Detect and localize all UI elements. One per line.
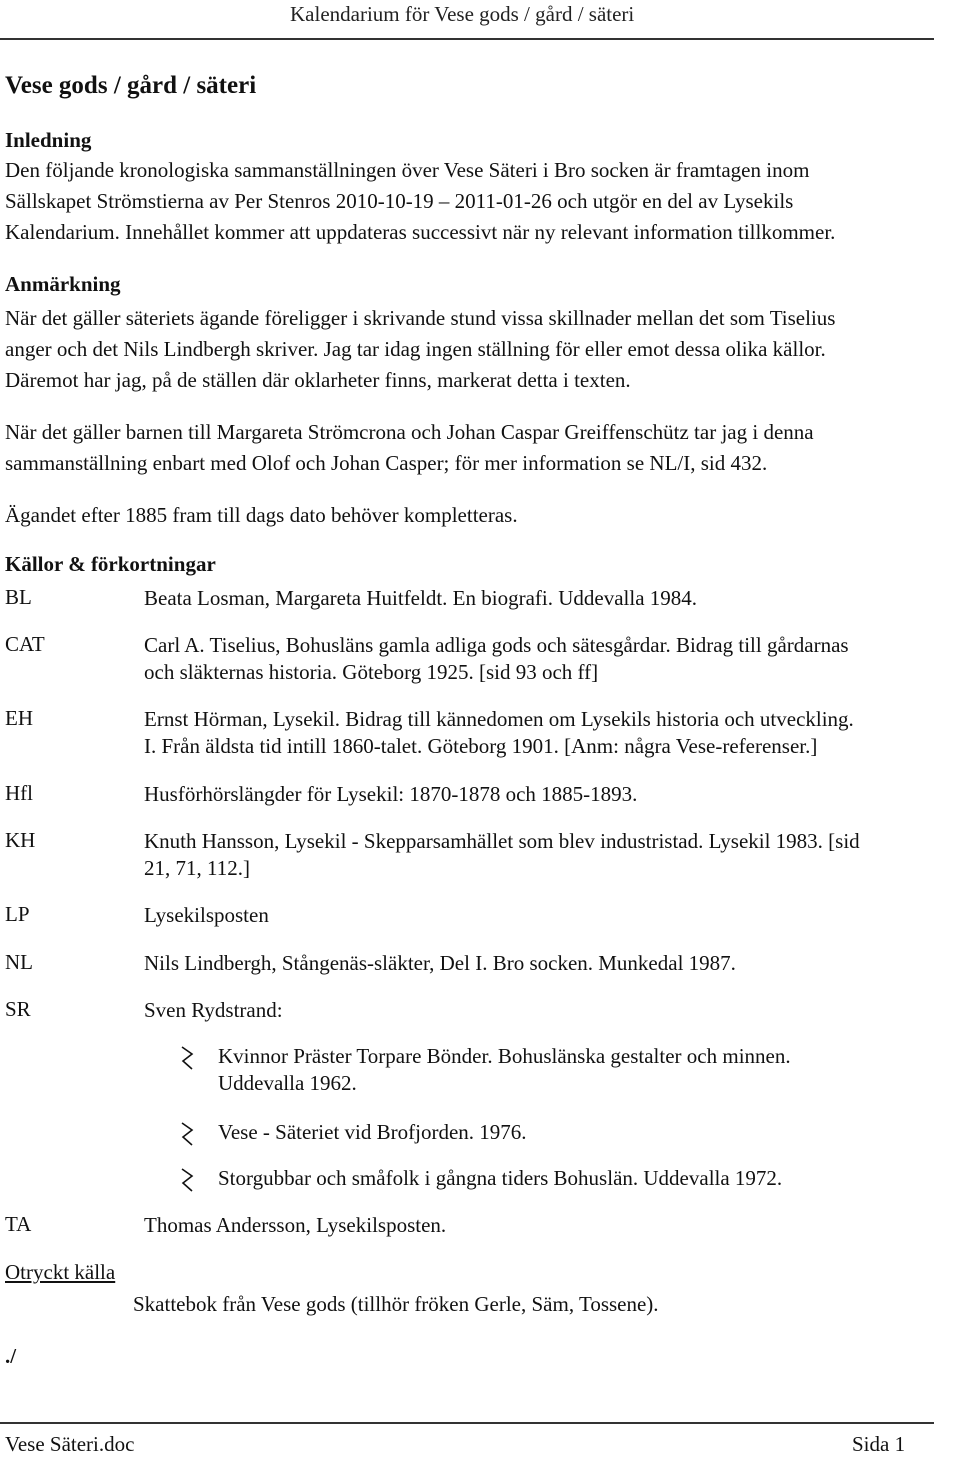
source-abbr: BL bbox=[5, 585, 32, 609]
source-reference: Carl A. Tiselius, Bohusläns gamla adliga gods och sätesgårdar. Bidrag till gårdarnas bbox=[144, 633, 849, 657]
check-bullet-icon bbox=[180, 1046, 194, 1072]
sr-work: Uddevalla 1962. bbox=[218, 1071, 357, 1095]
page-footer bbox=[0, 1422, 934, 1456]
source-reference: Lysekilsposten bbox=[144, 903, 269, 927]
source-abbr: Hfl bbox=[5, 781, 33, 805]
footer-page-number: Sida 1 bbox=[852, 1432, 906, 1456]
source-reference: Beata Losman, Margareta Huitfeldt. En biografi. Uddevalla 1984. bbox=[144, 586, 698, 610]
source-abbr: KH bbox=[5, 828, 36, 852]
footer-filename: Vese Säteri.doc bbox=[5, 1432, 135, 1456]
end-mark: ./ bbox=[5, 1344, 17, 1368]
source-abbr: NL bbox=[5, 950, 33, 974]
source-reference: Nils Lindbergh, Stångenäs-släkter, Del I. Bro socken. Munkedal 1987. bbox=[144, 951, 736, 975]
unprinted-reference: Skattebok från Vese gods (tillhör fröken Gerle, Säm, Tossene). bbox=[133, 1292, 659, 1316]
ownership-note: Ägandet efter 1885 fram till dags dato behöver kompletteras. bbox=[5, 503, 518, 527]
unprinted-heading: Otryckt källa bbox=[5, 1260, 116, 1284]
document-title: Vese gods / gård / säteri bbox=[5, 72, 257, 99]
source-reference: Sven Rydstrand: bbox=[144, 998, 283, 1022]
source-abbr: SR bbox=[5, 997, 31, 1021]
source-reference: Knuth Hansson, Lysekil - Skepparsamhället som blev industristad. Lysekil 1983. [sid bbox=[144, 829, 860, 853]
sr-work: Vese - Säteriet vid Brofjorden. 1976. bbox=[218, 1120, 527, 1144]
source-reference: och släkternas historia. Göteborg 1925. [sid 93 och ff] bbox=[144, 660, 599, 684]
intro-heading: Inledning bbox=[5, 128, 92, 152]
source-reference: Ernst Hörman, Lysekil. Bidrag till kännedomen om Lysekils historia och utveckling. bbox=[144, 707, 854, 731]
sources-heading: Källor & förkortningar bbox=[5, 552, 216, 576]
running-title: Kalendarium för Vese gods / gård / säteri bbox=[290, 2, 635, 26]
check-bullet-icon bbox=[180, 1168, 194, 1194]
sr-work: Storgubbar och småfolk i gångna tiders Bohuslän. Uddevalla 1972. bbox=[218, 1166, 783, 1190]
source-reference: Thomas Andersson, Lysekilsposten. bbox=[144, 1213, 447, 1237]
intro-line: Kalendarium. Innehållet kommer att uppdateras successivt när ny relevant information tillkommer. bbox=[5, 220, 836, 244]
intro-line: Sällskapet Strömstierna av Per Stenros 2010-10-19 – 2011-01-26 och utgör en del av Lysekils bbox=[5, 189, 794, 213]
sr-work: Kvinnor Präster Torpare Bönder. Bohuslänska gestalter och minnen. bbox=[218, 1044, 791, 1068]
source-abbr: LP bbox=[5, 902, 30, 926]
remark-heading: Anmärkning bbox=[5, 272, 121, 296]
remark-line: anger och det Nils Lindbergh skriver. Jag tar idag ingen ställning för eller emot dessa olika källor. bbox=[5, 337, 826, 361]
intro-line: Den följande kronologiska sammanställningen över Vese Säteri i Bro socken är framtagen inom bbox=[5, 158, 810, 182]
source-reference: 21, 71, 112.] bbox=[144, 856, 250, 880]
remark-line: När det gäller säteriets ägande föreligger i skrivande stund vissa skillnader mellan det som Tiselius bbox=[5, 306, 836, 330]
remark-line: Däremot har jag, på de ställen där oklarheter finns, markerat detta i texten. bbox=[5, 368, 631, 392]
source-abbr: CAT bbox=[5, 632, 45, 656]
page-header bbox=[0, 0, 934, 40]
source-abbr: EH bbox=[5, 706, 33, 730]
children-note-line: När det gäller barnen till Margareta Strömcrona och Johan Caspar Greiffenschütz tar jag i denna bbox=[5, 420, 814, 444]
source-reference: I. Från äldsta tid intill 1860-talet. Göteborg 1901. [Anm: några Vese-referenser.] bbox=[144, 734, 818, 758]
check-bullet-icon bbox=[180, 1122, 194, 1148]
source-reference: Husförhörslängder för Lysekil: 1870-1878 och 1885-1893. bbox=[144, 782, 638, 806]
children-note-line: sammanställning enbart med Olof och Johan Casper; för mer information se NL/I, sid 432. bbox=[5, 451, 768, 475]
source-abbr: TA bbox=[5, 1212, 32, 1236]
